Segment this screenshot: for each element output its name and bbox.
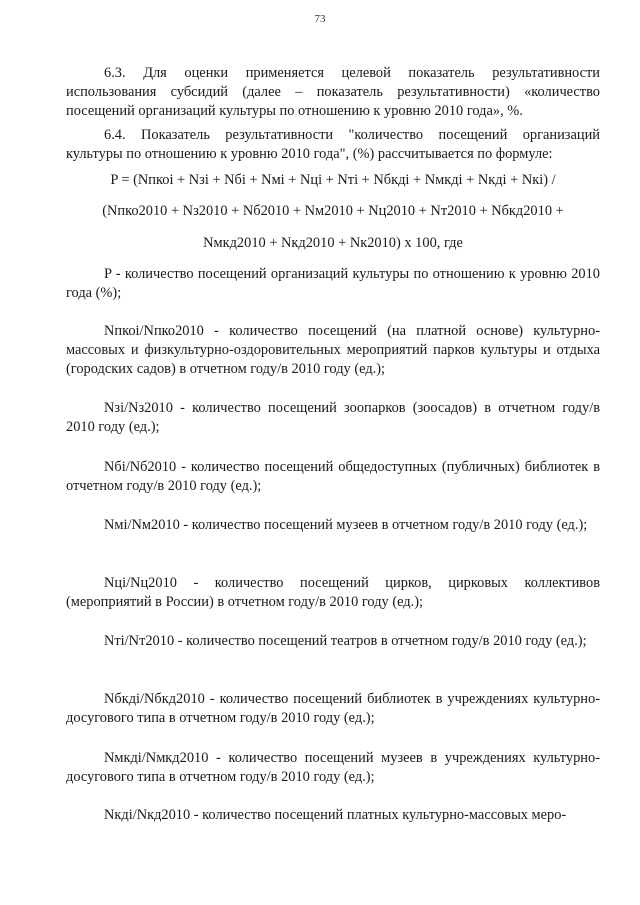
definition-b: Nбi/Nб2010 - количество посещений общедоступных (публичных) библиотек в отчетном году/в 2010 году (ед.); [66, 459, 600, 494]
formula-line-1: P = (Nпкоi + Nзi + Nбi + Nмi + Nцi + Nтi + Nбкдi + Nмкдi + Nкдi + Nкi) / [110, 172, 556, 188]
definition-t: Nтi/Nт2010 - количество посещений театров в отчетном году/в 2010 году (ед.); [104, 633, 587, 649]
definition-pko: Nпкоi/Nпко2010 - количество посещений (на платной основе) культурно-массовых и физкультурно-оздоровительных мероприятий парков культуры и отдыха (городских садов) в отчетном году/в 2010 году (ед.); [66, 323, 600, 377]
definition-m: Nмi/Nм2010 - количество посещений музеев в отчетном году/в 2010 году (ед.); [104, 517, 588, 533]
formula-line-3: Nмкд2010 + Nкд2010 + Nк2010) x 100, где [203, 235, 463, 251]
page-number: 73 [314, 13, 326, 25]
paragraph-6-3: 6.3. Для оценки применяется целевой показатель результативности использования субсидий (далее – показатель результативности) «количество посещений организаций культуры по отношению к уровню 2010 года», %. [66, 65, 600, 119]
definition-mkd: Nмкдi/Nмкд2010 - количество посещений музеев в учреждениях культурно-досугового типа в отчетном году/в 2010 году (ед.); [66, 750, 600, 785]
definition-z: Nзi/Nз2010 - количество посещений зоопарков (зоосадов) в отчетном году/в 2010 году (ед.); [66, 400, 600, 435]
definition-kd: Nкдi/Nкд2010 - количество посещений платных культурно-массовых меро- [104, 807, 567, 823]
formula-line-2: (Nпко2010 + Nз2010 + Nб2010 + Nм2010 + Nц2010 + Nт2010 + Nбкд2010 + [102, 203, 564, 219]
definition-p: P - количество посещений организаций культуры по отношению к уровню 2010 года (%); [66, 266, 600, 301]
paragraph-6-4: 6.4. Показатель результативности "количество посещений организаций культуры по отношению к уровню 2010 года", (%) рассчитывается по формуле: [66, 127, 600, 162]
definition-bkd: Nбкдi/Nбкд2010 - количество посещений библиотек в учреждениях культурно-досугового типа в отчетном году/в 2010 году (ед.); [66, 691, 600, 726]
definition-c: Nцi/Nц2010 - количество посещений цирков, цирковых коллективов (мероприятий в России) в отчетном году/в 2010 году (ед.); [66, 575, 600, 610]
